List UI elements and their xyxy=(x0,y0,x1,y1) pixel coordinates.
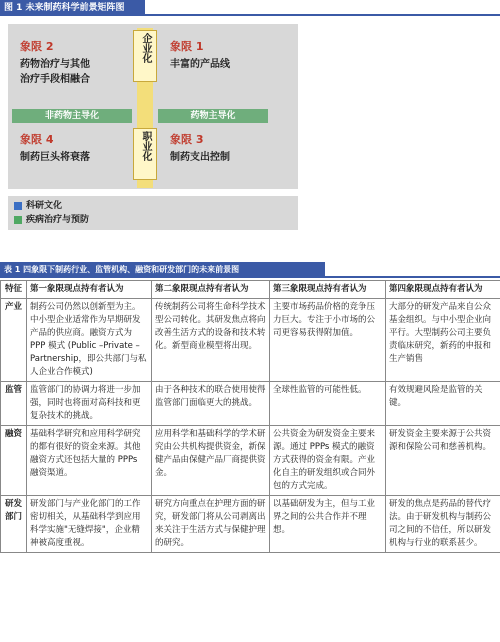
quadrant-2 xyxy=(20,38,140,87)
table-cell: 制药公司仍然以创新型为主。中小型企业适常作为早期研发产品的供应商。融资方式为 PPP 模式 (Public –Private –Partnership，即公共部门与私人企业合作模式) xyxy=(27,299,152,382)
table-cell: 研发部门与产业化部门的工作密切相关，从基础科学到应用科学实施"无缝焊接"，企业精神被高度重视。 xyxy=(27,496,152,553)
quadrant-text: 丰富的产品线 xyxy=(170,59,230,70)
axis-enterprise-text: 企业化 xyxy=(140,33,151,63)
axis-non-drug-led: 非药物主导化 xyxy=(12,109,132,123)
quadrant-text: 治疗手段相融合 xyxy=(20,74,90,85)
header-quadrant-2: 第二象限现点持有者认为 xyxy=(152,281,270,299)
table-cell: 以基础研发为主，但与工业界之间的公共合作并不理想。 xyxy=(270,496,386,553)
quadrant-label: 象限 2 xyxy=(20,40,54,53)
axis-professional-text: 职业化 xyxy=(140,131,151,161)
table-title-rule xyxy=(325,276,500,278)
legend-swatch-icon xyxy=(14,216,22,224)
figure-title-rule xyxy=(145,14,500,16)
legend-item xyxy=(14,213,89,227)
table-cell: 全球性监管的可能性低。 xyxy=(270,382,386,426)
table-cell: 公共资金为研发资金主要来源。通过 PPPs 模式的融资方式获得的资金有限。产业化自主的研发组织或合同外包的方式完成。 xyxy=(270,426,386,496)
table-cell: 基础科学研究和应用科学研究的都有很好的资金来源。其他融资方式还包括大量的 PPPs 融资渠道。 xyxy=(27,426,152,496)
row-feature: 产业 xyxy=(1,299,27,382)
quadrant-text: 制药巨头将衰落 xyxy=(20,152,90,163)
table-header-row xyxy=(1,281,500,299)
quadrant-3 xyxy=(170,131,290,165)
quadrant-1 xyxy=(170,38,290,72)
table-cell: 研发的焦点是药品的替代疗法。由于研发机构与制药公司之间的不信任，所以研发机构与行业的联系甚少。 xyxy=(386,496,500,553)
table-row xyxy=(1,496,500,553)
table-cell: 研究方向重点在护理方面的研究，研发部门将从公司剥离出来关注于生活方式与保健护理的研究。 xyxy=(152,496,270,553)
table-cell: 监管部门的协调力将进一步加强，同时也将面对高科技和更复杂技术的挑战。 xyxy=(27,382,152,426)
table-cell: 大部分的研发产品来自公众基金组织。与中小型企业向平行。大型制药公司主要负责临床研究，新药的申报和生产销售 xyxy=(386,299,500,382)
axis-professional xyxy=(133,128,157,180)
table-cell: 传统制药公司将生命科学技术型公司转化。其研发焦点将向改善生活方式的设备和技术转化。新型商业模型将出现。 xyxy=(152,299,270,382)
header-quadrant-4: 第四象限现点持有者认为 xyxy=(386,281,500,299)
header-feature: 特征 xyxy=(1,281,27,299)
table-row xyxy=(1,426,500,496)
axis-enterprise xyxy=(133,30,157,82)
legend-label: 疾病治疗与预防 xyxy=(26,215,90,225)
legend-label: 科研文化 xyxy=(26,201,63,211)
row-feature: 融资 xyxy=(1,426,27,496)
axis-drug-led: 药物主导化 xyxy=(158,109,268,123)
prospect-table xyxy=(0,280,500,553)
figure-title-banner xyxy=(0,0,500,16)
table-row xyxy=(1,299,500,382)
header-quadrant-1: 第一象限现点持有者认为 xyxy=(27,281,152,299)
table-cell: 研发资金主要来源于公共资源和保险公司和慈善机构。 xyxy=(386,426,500,496)
legend-item xyxy=(14,199,62,213)
table-cell: 应用科学和基础科学的学术研究由公共机构提供资金，新保健产品由保健产品厂商提供资金。 xyxy=(152,426,270,496)
table-cell: 主要市场药品价格的竞争压力巨大。专注于小市场的公司更容易获得附加值。 xyxy=(270,299,386,382)
quadrant-label: 象限 1 xyxy=(170,40,204,53)
table-cell: 有效规避风险是监管的关键。 xyxy=(386,382,500,426)
legend-swatch-icon xyxy=(14,202,22,210)
quadrant-text: 药物治疗与其他 xyxy=(20,59,90,70)
row-feature: 监管 xyxy=(1,382,27,426)
table-title-banner xyxy=(0,262,500,278)
quadrant-4 xyxy=(20,131,140,165)
quadrant-label: 象限 3 xyxy=(170,133,204,146)
row-feature: 研发部门 xyxy=(1,496,27,553)
quadrant-label: 象限 4 xyxy=(20,133,54,146)
figure-title: 图 1 未来制药科学前景矩阵图 xyxy=(0,0,145,16)
table-cell: 由于各种技术的联合使用使得监管部门面临更大的挑战。 xyxy=(152,382,270,426)
table-row xyxy=(1,382,500,426)
vertical-axis xyxy=(133,28,157,188)
header-quadrant-3: 第三象限现点持有者认为 xyxy=(270,281,386,299)
table-title: 表 1 四象限下制药行业、监管机构、融资和研发部门的未来前景图 xyxy=(0,262,325,278)
figure-legend xyxy=(8,196,298,230)
quadrant-text: 制药支出控制 xyxy=(170,152,230,163)
